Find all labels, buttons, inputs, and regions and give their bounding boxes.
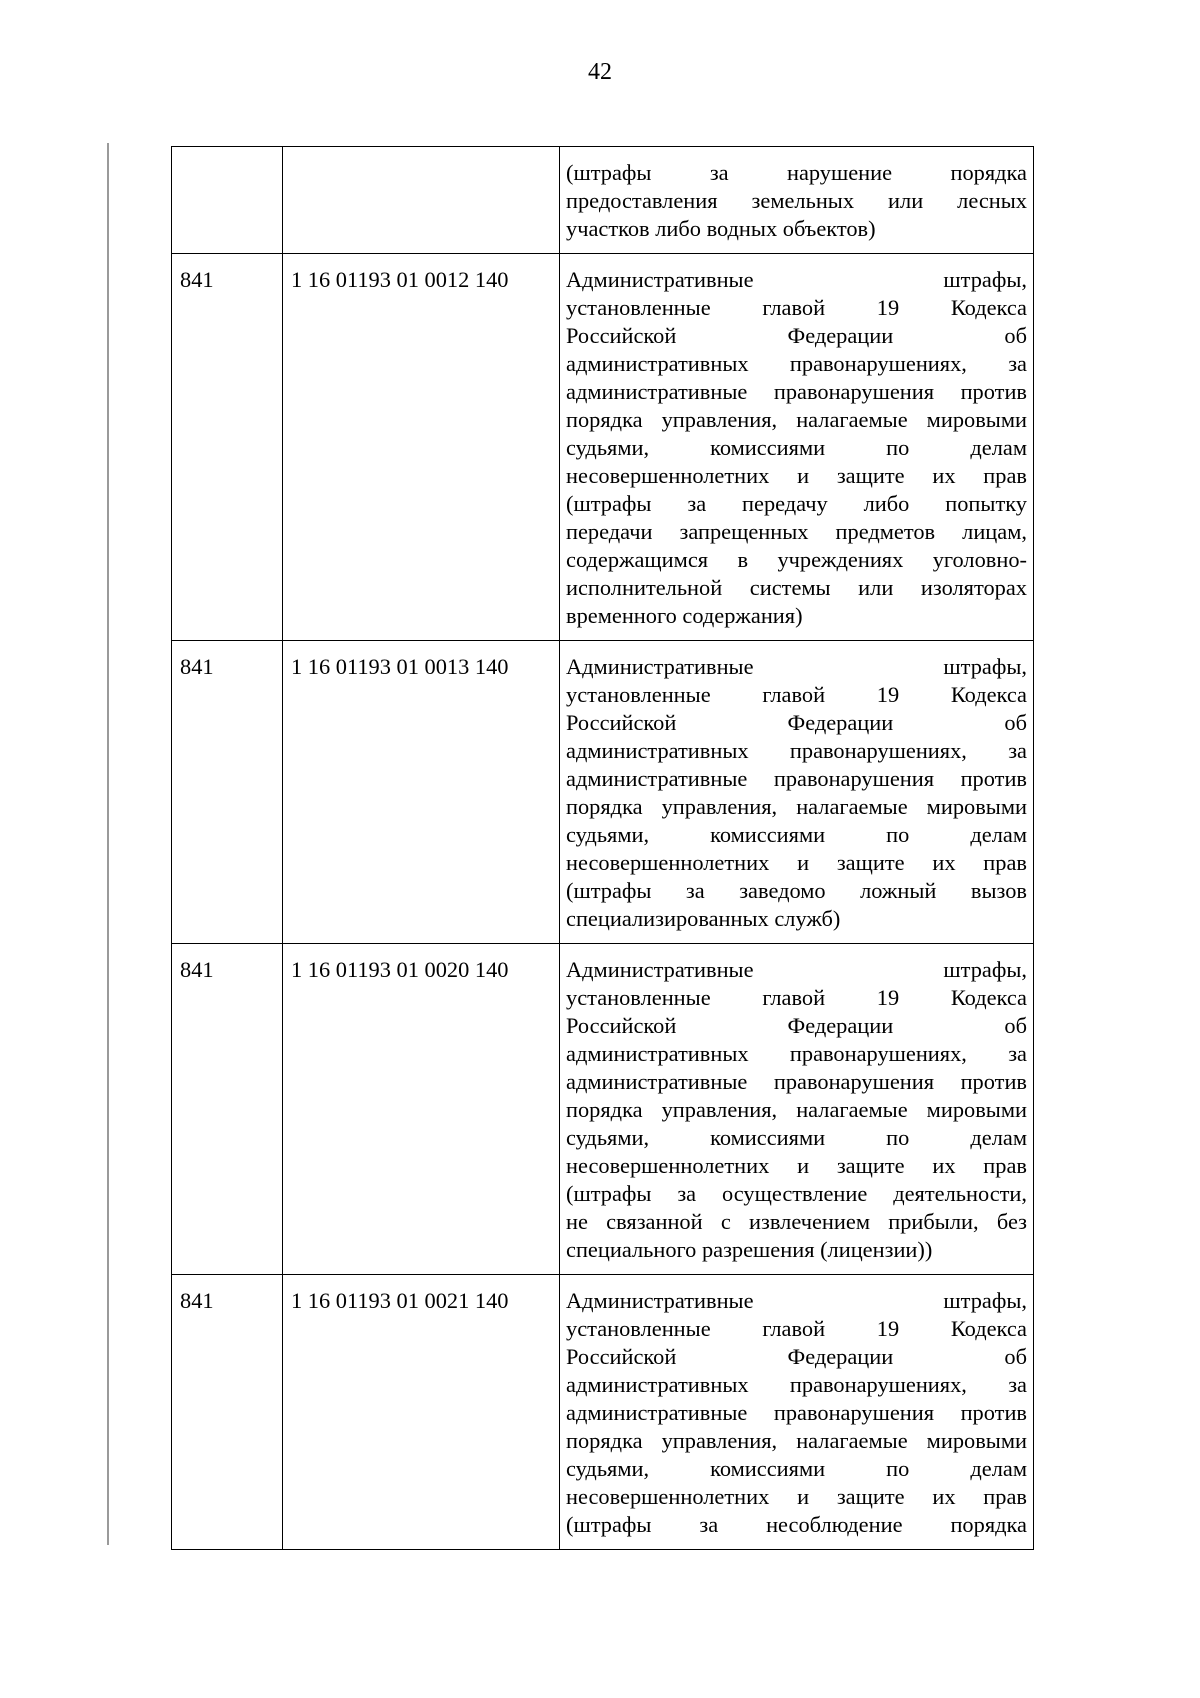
revenue-code-table: [171, 146, 1034, 1550]
description-line: несовершеннолетних и защите их прав: [566, 1153, 1027, 1178]
description-line: административные правонарушения против: [566, 1069, 1027, 1094]
kbk-code-cell: [283, 1275, 560, 1550]
description-line: Российской Федерации об: [566, 323, 1027, 348]
description-line: не связанной с извлечением прибыли, без: [566, 1209, 1027, 1234]
description-line: установленные главой 19 Кодекса: [566, 295, 1027, 320]
description-line: (штрафы за заведомо ложный вызов: [566, 878, 1027, 903]
description-line: специального разрешения (лицензии)): [566, 1237, 933, 1262]
description-line: порядка управления, налагаемые мировыми: [566, 407, 1027, 432]
kbk-code-cell: [283, 147, 560, 254]
description-cell: [560, 641, 1034, 944]
description-line: предоставления земельных или лесных: [566, 188, 1027, 213]
description-line: установленные главой 19 Кодекса: [566, 985, 1027, 1010]
table-body: [172, 147, 1034, 1550]
description-line: Российской Федерации об: [566, 1344, 1027, 1369]
kbk-code: [283, 147, 559, 159]
admin-code: [172, 147, 282, 159]
admin-code-cell: [172, 254, 283, 641]
admin-code: 841: [180, 1288, 214, 1313]
description-line: установленные главой 19 Кодекса: [566, 1316, 1027, 1341]
description-line: Административные штрафы,: [566, 957, 1027, 982]
description-line: административных правонарушениях, за: [566, 1041, 1027, 1066]
admin-code-cell: [172, 1275, 283, 1550]
admin-code: 841: [180, 654, 214, 679]
description-line: Российской Федерации об: [566, 710, 1027, 735]
description-line: административных правонарушениях, за: [566, 351, 1027, 376]
description-line: административные правонарушения против: [566, 766, 1027, 791]
kbk-code: 1 16 01193 01 0012 140: [291, 267, 509, 292]
description-line: Административные штрафы,: [566, 1288, 1027, 1313]
description-line: Административные штрафы,: [566, 267, 1027, 292]
description-line: несовершеннолетних и защите их прав: [566, 1484, 1027, 1509]
admin-code: 841: [180, 957, 214, 982]
description-text: [560, 944, 1033, 1274]
description-text: [560, 1275, 1033, 1549]
description-line: передачи запрещенных предметов лицам,: [566, 519, 1027, 544]
description-line: Административные штрафы,: [566, 654, 1027, 679]
description-line: участков либо водных объектов): [566, 216, 876, 241]
description-line: Российской Федерации об: [566, 1013, 1027, 1038]
kbk-code-cell: [283, 254, 560, 641]
table-row: [172, 641, 1034, 944]
table-row: [172, 944, 1034, 1275]
description-cell: [560, 147, 1034, 254]
kbk-code: 1 16 01193 01 0013 140: [291, 654, 509, 679]
description-line: судьями, комиссиями по делам: [566, 435, 1027, 460]
description-line: содержащимся в учреждениях уголовно-: [566, 547, 1027, 572]
description-line: административных правонарушениях, за: [566, 1372, 1027, 1397]
admin-code-cell: [172, 641, 283, 944]
admin-code: 841: [180, 267, 214, 292]
description-line: порядка управления, налагаемые мировыми: [566, 1428, 1027, 1453]
kbk-code: 1 16 01193 01 0021 140: [291, 1288, 509, 1313]
description-line: (штрафы за несоблюдение порядка: [566, 1512, 1027, 1537]
description-line: (штрафы за осуществление деятельности,: [566, 1181, 1027, 1206]
description-line: установленные главой 19 Кодекса: [566, 682, 1027, 707]
description-line: порядка управления, налагаемые мировыми: [566, 794, 1027, 819]
description-line: временного содержания): [566, 603, 803, 628]
description-text: [560, 147, 1033, 253]
admin-code-cell: [172, 944, 283, 1275]
table-row: [172, 1275, 1034, 1550]
description-text: [560, 254, 1033, 640]
description-line: судьями, комиссиями по делам: [566, 1125, 1027, 1150]
kbk-code-cell: [283, 944, 560, 1275]
description-text: [560, 641, 1033, 943]
table-row: [172, 254, 1034, 641]
description-line: административных правонарушениях, за: [566, 738, 1027, 763]
admin-code-cell: [172, 147, 283, 254]
description-cell: [560, 944, 1034, 1275]
description-line: административные правонарушения против: [566, 1400, 1027, 1425]
description-line: административные правонарушения против: [566, 379, 1027, 404]
description-line: порядка управления, налагаемые мировыми: [566, 1097, 1027, 1122]
description-line: специализированных служб): [566, 906, 841, 931]
description-line: судьями, комиссиями по делам: [566, 822, 1027, 847]
kbk-code: 1 16 01193 01 0020 140: [291, 957, 509, 982]
description-line: исполнительной системы или изоляторах: [566, 575, 1027, 600]
description-cell: [560, 1275, 1034, 1550]
description-line: несовершеннолетних и защите их прав: [566, 850, 1027, 875]
table-row: [172, 147, 1034, 254]
description-line: (штрафы за передачу либо попытку: [566, 491, 1027, 516]
page-number: 42: [588, 59, 612, 85]
margin-line: [107, 143, 109, 1545]
description-line: несовершеннолетних и защите их прав: [566, 463, 1027, 488]
description-cell: [560, 254, 1034, 641]
description-line: судьями, комиссиями по делам: [566, 1456, 1027, 1481]
kbk-code-cell: [283, 641, 560, 944]
description-line: (штрафы за нарушение порядка: [566, 160, 1027, 185]
